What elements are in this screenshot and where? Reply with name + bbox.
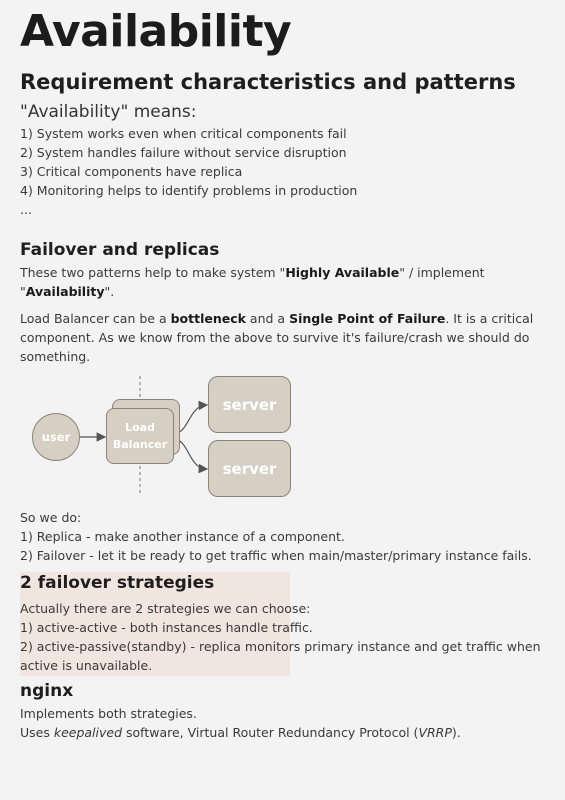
nginx-list [20, 704, 461, 742]
list-item: 1) Replica - make another instance of a component. [20, 529, 345, 544]
list-item: 2) Failover - let it be ready to get traffic when main/master/primary instance fails. [20, 548, 532, 563]
list-item: 1) System works even when critical components fail [20, 126, 347, 141]
text-run: Uses [20, 725, 54, 740]
text-run: ). [451, 725, 461, 740]
list-item: 2) System handles failure without service disruption [20, 145, 347, 160]
highlight-highly-available: Highly Available [285, 265, 400, 280]
server-node-2: server [208, 440, 291, 497]
text-run: " / implement " [20, 265, 485, 299]
failover-paragraph-2 [20, 309, 545, 366]
highlight-spof: Single Point of Failure [289, 311, 446, 326]
server-node-1: server [208, 376, 291, 433]
keepalived-term: keepalived [53, 725, 123, 740]
availability-list [20, 124, 357, 219]
text-run: and a [245, 311, 290, 326]
load-balancer-node: Load Balancer [106, 408, 174, 464]
text-run: These two patterns help to make system " [20, 265, 286, 280]
text-run: software, Virtual Router Redundancy Protocol ( [122, 725, 419, 740]
list-item: Implements both strategies. [20, 706, 197, 721]
list-item: 3) Critical components have replica [20, 164, 243, 179]
strategies-list [20, 599, 550, 675]
section-heading-nginx: nginx [20, 681, 74, 701]
highlight-availability: Availability [25, 284, 105, 299]
list-item: 4) Monitoring helps to identify problems in production [20, 183, 358, 198]
vrrp-term: VRRP [418, 725, 452, 740]
list-item: Actually there are 2 strategies we can choose: [20, 601, 311, 616]
text-run: ". [104, 284, 115, 299]
load-balancer-diagram [28, 372, 318, 502]
page-title: Availability [20, 6, 292, 57]
text-run: Load Balancer can be a [20, 311, 171, 326]
so-we-do-list [20, 527, 532, 565]
list-item: 1) active-active - both instances handle traffic. [20, 620, 313, 635]
list-item [20, 723, 461, 742]
list-item: 2) active-passive(standby) - replica monitors primary instance and get traffic when active is unavailable. [20, 639, 541, 673]
so-we-do-intro: So we do: [20, 510, 82, 525]
highlight-bottleneck: bottleneck [170, 311, 246, 326]
availability-means-subheading: "Availability" means: [20, 102, 197, 122]
section-heading-requirements: Requirement characteristics and patterns [20, 70, 516, 94]
list-item: ... [20, 202, 32, 217]
section-heading-strategies: 2 failover strategies [20, 573, 215, 593]
user-node: user [32, 413, 80, 461]
text-run: . It is a critical component. As we know from the above to survive it's failure/crash we should do something. [20, 311, 534, 364]
failover-paragraph-1 [20, 263, 545, 301]
section-heading-failover: Failover and replicas [20, 240, 220, 260]
